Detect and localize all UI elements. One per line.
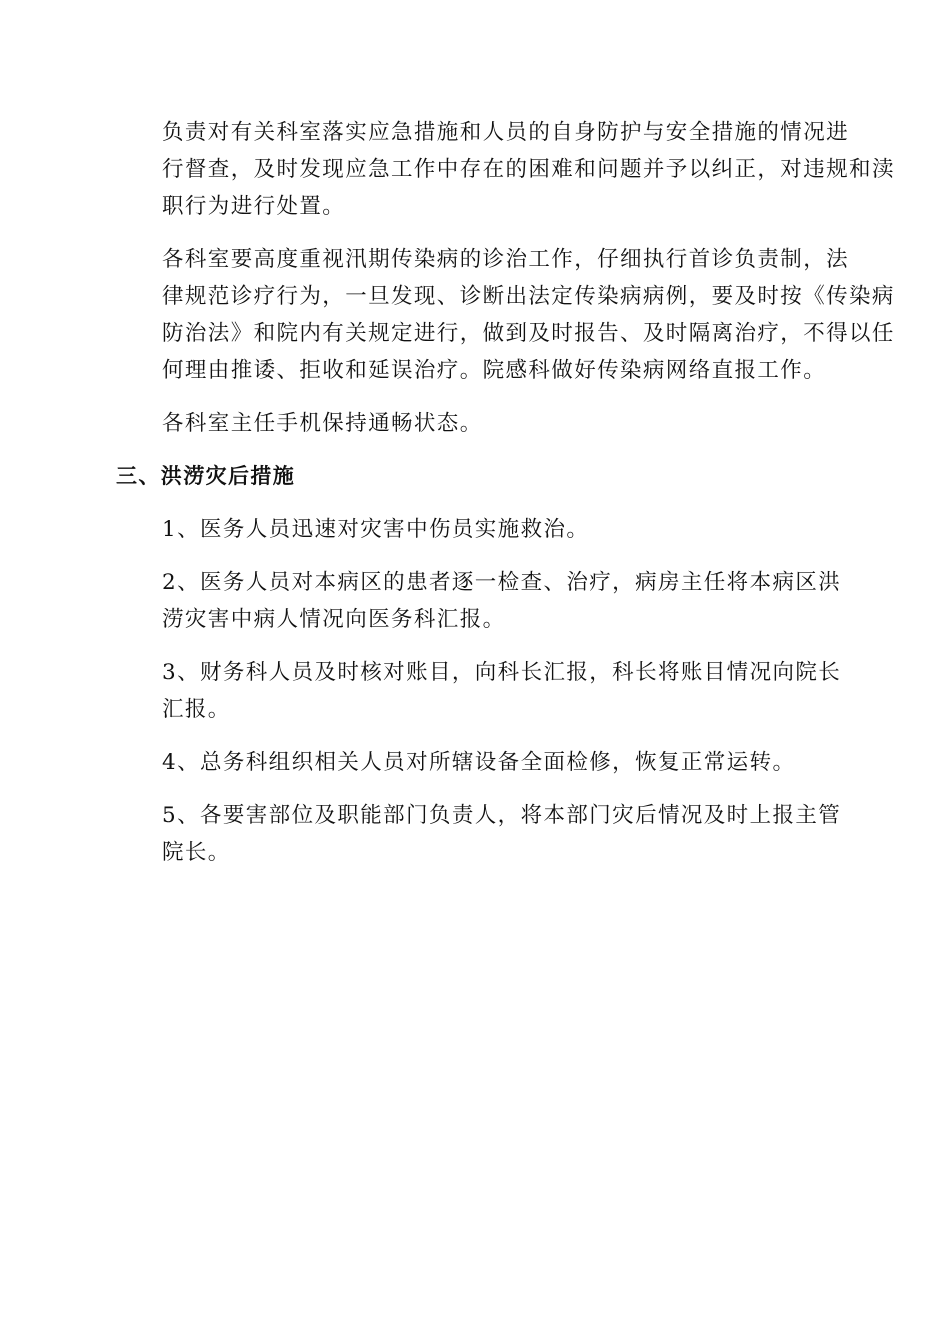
text-line: 5、各要害部位及职能部门负责人，将本部门灾后情况及时上报主管 [162,803,842,828]
text-line: 涝灾害中病人情况向医务科汇报。 [162,607,506,632]
text-line: 各科室要高度重视汛期传染病的诊治工作，仔细执行首诊负责制，法 [162,247,850,272]
document-body [116,114,895,887]
text-line: 职行为进行处置。 [162,194,346,219]
list-item [116,511,832,548]
text-line: 2、医务人员对本病区的患者逐一检查、治疗，病房主任将本病区洪 [162,570,842,595]
list-item [116,744,832,781]
text-line: 1、医务人员迅速对灾害中伤员实施救治。 [162,517,590,542]
list-item [116,797,842,871]
text-line: 律规范诊疗行为，一旦发现、诊断出法定传染病病例，要及时按《传染病 [162,284,895,309]
paragraph-supervision [116,114,895,225]
text-line: 各科室主任手机保持通畅状态。 [162,411,483,436]
text-line: 行督查，及时发现应急工作中存在的困难和问题并予以纠正，对违规和渎 [162,157,895,182]
text-line: 负责对有关科室落实应急措施和人员的自身防护与安全措施的情况进 [162,120,850,145]
text-line: 院长。 [162,840,231,865]
list-item [116,654,842,728]
section-heading: 三、洪涝灾后措施 [116,464,296,488]
text-line: 汇报。 [162,697,231,722]
paragraph-phone [116,405,832,442]
list-item [116,564,842,638]
text-line: 3、财务科人员及时核对账目，向科长汇报，科长将账目情况向院长 [162,660,842,685]
text-line: 何理由推诿、拒收和延误治疗。院感科做好传染病网络直报工作。 [162,358,827,383]
text-line: 4、总务科组织相关人员对所辖设备全面检修，恢复正常运转。 [162,750,796,775]
paragraph-infectious-disease [116,241,895,389]
text-line: 防治法》和院内有关规定进行，做到及时报告、及时隔离治疗，不得以任 [162,321,895,346]
